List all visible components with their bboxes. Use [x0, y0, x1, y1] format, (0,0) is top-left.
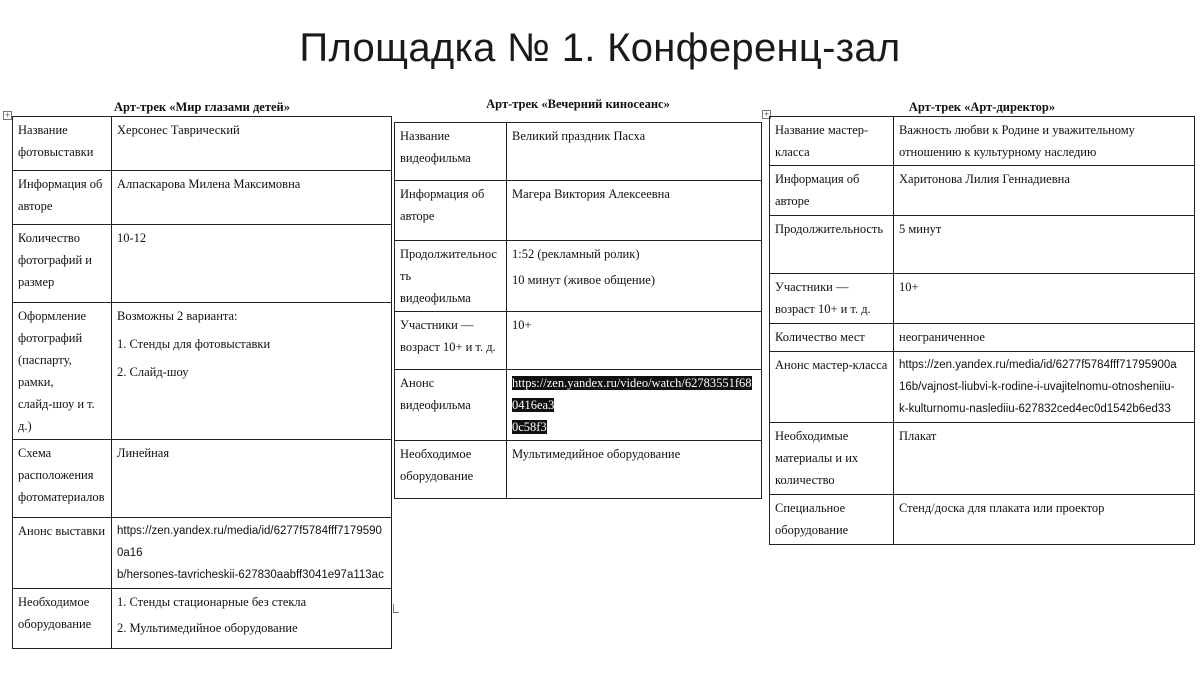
table-row	[770, 117, 1195, 166]
table-row	[395, 312, 762, 370]
row-label: Информация об авторе	[770, 166, 894, 216]
table-row	[770, 495, 1195, 545]
info-table	[12, 116, 392, 649]
row-label: Анонс выставки	[13, 518, 112, 589]
row-value: неограниченное	[894, 324, 1195, 352]
announce-link[interactable]: https://zen.yandex.ru/video/watch/62783551f680416ea3 0c58f3	[507, 370, 762, 441]
panel-title: Арт-трек «Вечерний киносеанс»	[486, 97, 670, 111]
table-row	[13, 440, 392, 518]
table-row	[13, 225, 392, 303]
row-label: Оформление фотографий (паспарту, рамки, слайд-шоу и т. д.)	[13, 303, 112, 440]
table-move-handle-icon[interactable]: +	[4, 111, 11, 119]
row-label: Информация об авторе	[13, 171, 112, 225]
row-label: Информация об авторе	[395, 181, 507, 241]
table-row	[770, 216, 1195, 274]
announce-link[interactable]: https://zen.yandex.ru/media/id/6277f5784fff71795900a 16b/vajnost-liubvi-k-rodine-i-uvajitelnomu-otnosheniiu- k-kulturnomu-naslediiu-627832ced4ec0d1542b6ed33	[894, 352, 1195, 423]
row-value: 10-12	[112, 225, 392, 303]
row-label: Продолжительность видеофильма	[395, 241, 507, 312]
row-value: Великий праздник Пасха	[507, 123, 762, 181]
info-table	[769, 116, 1195, 545]
row-value: Херсонес Таврический	[112, 117, 392, 171]
row-value: 1. Стенды стационарные без стекла 2. Мультимедийное оборудование	[112, 589, 392, 649]
table-row	[13, 171, 392, 225]
row-value: Харитонова Лилия Геннадиевна	[894, 166, 1195, 216]
table-row	[13, 589, 392, 649]
row-value: 10+	[507, 312, 762, 370]
table-row	[13, 117, 392, 171]
panel-vechernii-kinoseans	[394, 95, 762, 499]
row-label: Участники — возраст 10+ и т. д.	[770, 274, 894, 324]
row-label: Необходимое оборудование	[13, 589, 112, 649]
table-row	[770, 352, 1195, 423]
table-row	[13, 303, 392, 440]
row-label: Специальное оборудование	[770, 495, 894, 545]
info-table	[394, 122, 762, 499]
row-value: 5 минут	[894, 216, 1195, 274]
row-label: Участники — возраст 10+ и т. д.	[395, 312, 507, 370]
row-value: Возможны 2 варианта: 1. Стенды для фотовыставки 2. Слайд-шоу	[112, 303, 392, 440]
slide-title: Площадка № 1. Конференц-зал	[299, 26, 901, 70]
table-row	[395, 441, 762, 499]
panel-art-direktor	[769, 98, 1195, 545]
table-row	[770, 274, 1195, 324]
table-row	[770, 423, 1195, 495]
table-row	[395, 123, 762, 181]
table-move-handle-icon[interactable]: +	[763, 110, 770, 118]
row-label: Анонс видеофильма	[395, 370, 507, 441]
panel-mir-glazami-detei	[12, 98, 392, 649]
row-label: Название видеофильма	[395, 123, 507, 181]
table-row	[13, 518, 392, 589]
row-label: Количество фотографий и размер	[13, 225, 112, 303]
row-value: Стенд/доска для плаката или проектор	[894, 495, 1195, 545]
panel-title: Арт-трек «Мир глазами детей»	[114, 100, 290, 114]
row-value: Мультимедийное оборудование	[507, 441, 762, 499]
table-row	[770, 166, 1195, 216]
row-value: 1:52 (рекламный ролик) 10 минут (живое общение)	[507, 241, 762, 312]
table-row	[770, 324, 1195, 352]
row-value: Линейная	[112, 440, 392, 518]
row-label: Необходимые материалы и их количество	[770, 423, 894, 495]
panel-title: Арт-трек «Арт-директор»	[908, 100, 1056, 114]
table-row	[395, 181, 762, 241]
row-value: Магера Виктория Алексеевна	[507, 181, 762, 241]
table-row	[395, 241, 762, 312]
row-value: Важность любви к Родине и уважительному отношению к культурному наследию	[894, 117, 1195, 166]
row-label: Анонс мастер-класса	[770, 352, 894, 423]
announce-link[interactable]: https://zen.yandex.ru/media/id/6277f5784fff71795900a16 b/hersones-tavricheskii-627830aabff3041e97a113ac	[112, 518, 392, 589]
row-value: 10+	[894, 274, 1195, 324]
row-label: Количество мест	[770, 324, 894, 352]
row-label: Схема расположения фотоматериалов	[13, 440, 112, 518]
row-label: Название мастер- класса	[770, 117, 894, 166]
table-resize-handle-icon[interactable]	[393, 604, 399, 613]
row-value: Алпаскарова Милена Максимовна	[112, 171, 392, 225]
row-label: Продолжительность	[770, 216, 894, 274]
row-value: Плакат	[894, 423, 1195, 495]
row-label: Необходимое оборудование	[395, 441, 507, 499]
row-label: Название фотовыставки	[13, 117, 112, 171]
table-row	[395, 370, 762, 441]
